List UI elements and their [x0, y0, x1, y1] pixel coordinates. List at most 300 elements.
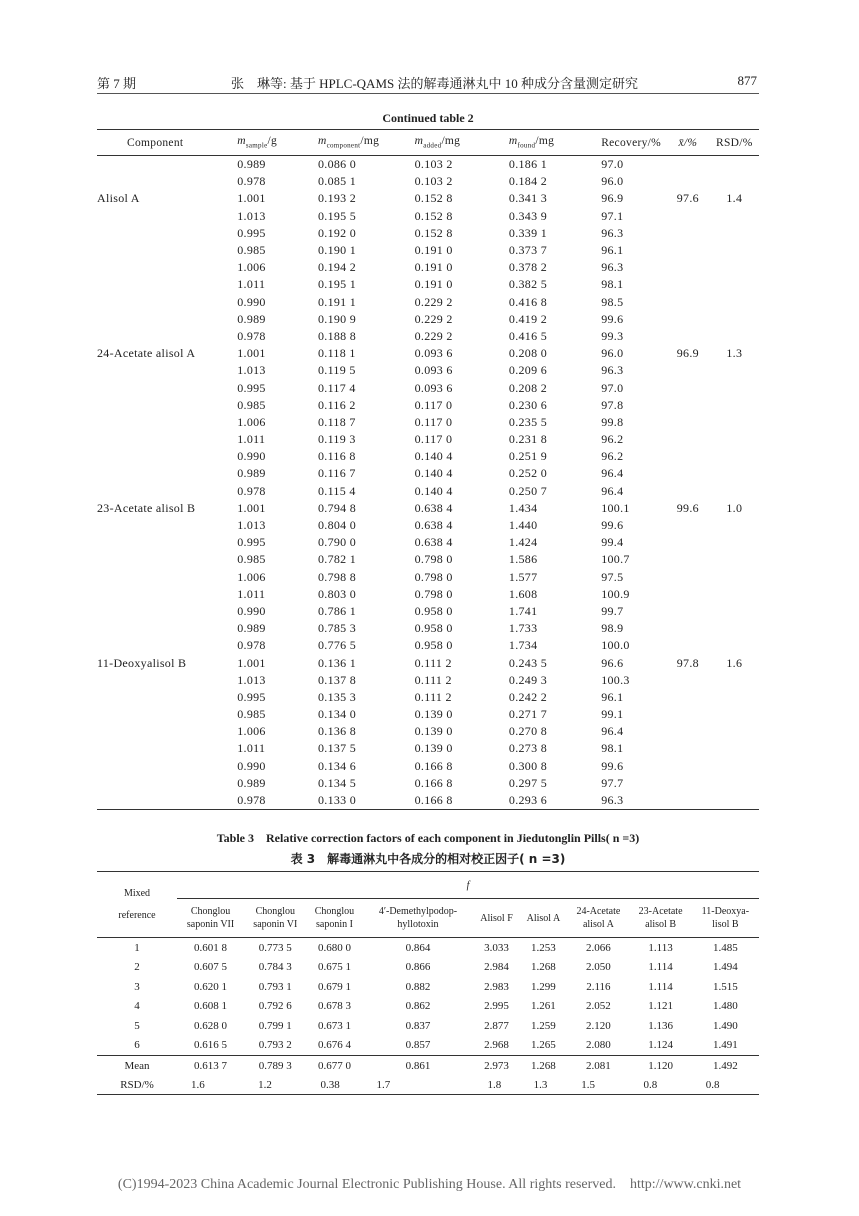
cell-m-added: 0.958 0 — [414, 621, 453, 636]
cell-m-component: 0.782 1 — [317, 552, 357, 567]
cell-m-added: 0.229 2 — [414, 311, 453, 326]
cell-rsd — [710, 156, 759, 174]
cell-mean: 1.268 — [520, 1056, 568, 1076]
cell-mean — [666, 551, 710, 568]
cell-m-added: 0.117 0 — [414, 397, 453, 412]
cell-m-found: 0.300 8 — [508, 758, 547, 773]
cell-factor: 2.984 — [484, 961, 509, 974]
cell-factor: 2.968 — [484, 1039, 509, 1052]
cell-mean — [666, 672, 710, 689]
cell-m-component: 0.086 0 — [317, 157, 357, 172]
col-m-sample: $m_{sample}/g$ — [213, 130, 302, 156]
cell-recovery: 96.3 — [601, 260, 624, 275]
cell-factor: 0.857 — [405, 1039, 431, 1052]
cell-m-found: 0.243 5 — [508, 655, 547, 670]
cell-factor: 1.268 — [531, 961, 556, 974]
cell-m-found: 0.373 7 — [508, 243, 547, 258]
table-row — [97, 775, 759, 792]
cell-mean — [666, 276, 710, 293]
cell-m-sample: 1.013 — [237, 518, 266, 533]
cell-factor: 2.050 — [586, 961, 611, 974]
cell-m-found: 0.184 2 — [508, 174, 547, 189]
cell-m-sample: 0.989 — [237, 775, 266, 790]
table-row — [97, 758, 759, 775]
cell-m-component: 0.134 5 — [317, 775, 357, 790]
cell-m-sample: 0.978 — [237, 483, 266, 498]
cell-component — [97, 517, 213, 534]
cell-m-added: 0.139 0 — [414, 707, 453, 722]
cell-m-added: 0.103 2 — [414, 174, 453, 189]
table-row — [97, 977, 759, 997]
cell-rsd: 0.8 — [629, 1075, 691, 1095]
cell-rsd — [710, 225, 759, 242]
cell-m-component: 0.118 1 — [317, 346, 356, 361]
cell-component — [97, 379, 213, 396]
table-row — [97, 672, 759, 689]
cell-m-sample: 0.978 — [237, 174, 266, 189]
cell-m-added: 0.093 6 — [414, 380, 453, 395]
cell-m-component: 0.118 7 — [317, 414, 356, 429]
column-header — [473, 899, 519, 938]
cell-component — [97, 740, 213, 757]
cell-mean: 97.8 — [676, 655, 699, 670]
cell-m-found: 0.235 5 — [508, 414, 547, 429]
cell-m-found: 0.230 6 — [508, 397, 547, 412]
cell-mean — [666, 723, 710, 740]
cell-factor: 0.862 — [405, 1000, 431, 1013]
cell-factor: 1.253 — [531, 941, 556, 954]
table-row — [97, 740, 759, 757]
cell-component — [97, 414, 213, 431]
cell-component — [97, 208, 213, 225]
cell-m-sample: 0.995 — [237, 689, 266, 704]
cell-m-component: 0.116 8 — [317, 449, 356, 464]
cell-factor: 0.773 5 — [258, 941, 292, 954]
table-row — [97, 620, 759, 637]
cell-rsd — [710, 775, 759, 792]
cell-m-found: 1.741 — [508, 603, 538, 618]
cell-m-added: 0.958 0 — [414, 603, 453, 618]
cell-mean: 2.973 — [473, 1056, 519, 1076]
col-mean: x̄/% — [666, 130, 710, 156]
cell-mean — [666, 792, 710, 810]
cell-mean: 2.081 — [567, 1056, 629, 1076]
cell-m-sample: 1.011 — [237, 741, 266, 756]
cell-factor: 1.485 — [712, 941, 738, 954]
cell-mean: 0.789 3 — [244, 1056, 306, 1076]
cell-m-found: 0.378 2 — [508, 260, 547, 275]
cell-recovery: 96.9 — [601, 191, 624, 206]
cell-mean — [666, 225, 710, 242]
cell-rsd — [710, 672, 759, 689]
cell-m-added: 0.798 0 — [414, 552, 453, 567]
cell-m-sample: 1.013 — [237, 208, 266, 223]
cell-m-component: 0.119 5 — [317, 363, 356, 378]
cell-m-component: 0.776 5 — [317, 638, 357, 653]
cell-m-added: 0.111 2 — [414, 672, 452, 687]
cell-recovery: 96.2 — [601, 432, 624, 447]
cell-factor: 0.680 0 — [317, 941, 351, 954]
table-row — [97, 500, 759, 517]
cell-m-added: 0.191 0 — [414, 243, 453, 258]
cell-mean — [666, 242, 710, 259]
cell-m-sample: 0.995 — [237, 535, 266, 550]
cell-m-sample: 0.985 — [237, 397, 266, 412]
page-number: 877 — [737, 73, 757, 88]
cell-factor: 1.121 — [648, 1000, 673, 1013]
cell-m-component: 0.785 3 — [317, 621, 357, 636]
cell-m-added: 0.638 4 — [414, 518, 453, 533]
cell-component — [97, 311, 213, 328]
cell-m-component: 0.794 8 — [317, 500, 357, 515]
copyright-footer: (C)1994-2023 China Academic Journal Electronic Publishing House. All rights reserved. http://www.cnki.net — [117, 1177, 742, 1192]
cell-mean — [666, 379, 710, 396]
cell-m-added: 0.117 0 — [414, 432, 453, 447]
cell-factor: 0.616 5 — [194, 1039, 228, 1052]
table3-body — [97, 872, 759, 1095]
cell-m-added: 0.166 8 — [414, 775, 453, 790]
cell-recovery: 96.0 — [601, 346, 624, 361]
cell-m-found: 0.186 1 — [508, 157, 547, 172]
col-m-component: $m_{component}/mg$ — [302, 130, 405, 156]
cell-m-found: 0.249 3 — [508, 672, 547, 687]
cell-rsd — [710, 620, 759, 637]
cell-mean — [666, 328, 710, 345]
cell-mean — [666, 637, 710, 654]
cell-recovery: 100.1 — [601, 500, 630, 515]
cell-recovery: 99.1 — [601, 707, 624, 722]
cell-mean — [666, 431, 710, 448]
cell-recovery: 100.0 — [601, 638, 630, 653]
cell-m-added: 0.166 8 — [405, 792, 497, 810]
cell-recovery: 99.6 — [601, 311, 624, 326]
cell-rsd: 1.2 — [244, 1075, 306, 1095]
cell-component — [97, 173, 213, 190]
cell-mean — [666, 758, 710, 775]
rsd-row — [97, 1075, 759, 1095]
table-row — [97, 1036, 759, 1056]
cell-m-found: 0.208 0 — [508, 346, 547, 361]
cell-rsd — [710, 379, 759, 396]
cell-component — [97, 723, 213, 740]
cell-m-component: 0.786 1 — [317, 603, 357, 618]
cell-factor: 1.515 — [712, 980, 738, 993]
cell-m-found: 1.733 — [508, 621, 538, 636]
cell-recovery: 99.6 — [601, 758, 624, 773]
cell-m-component: 0.116 2 — [317, 397, 356, 412]
column-header — [362, 899, 473, 938]
cell-m-sample: 1.006 — [237, 569, 266, 584]
table3-column-header-row — [97, 899, 759, 938]
cell-mean: 97.6 — [676, 191, 699, 206]
table-row — [97, 517, 759, 534]
cell-mean — [666, 689, 710, 706]
cell-factor: 0.675 1 — [317, 961, 351, 974]
cell-recovery: 96.1 — [601, 243, 624, 258]
mean-row — [97, 1056, 759, 1076]
table2 — [97, 129, 759, 810]
cell-m-sample: 1.001 — [237, 191, 266, 206]
cell-factor: 1.114 — [648, 980, 673, 993]
cell-m-component: 0.190 9 — [317, 311, 357, 326]
cell-recovery: 97.5 — [601, 569, 624, 584]
cell-recovery: 96.3 — [601, 363, 624, 378]
cell-m-component: 0.188 8 — [317, 328, 357, 343]
cell-m-sample: 0.990 — [237, 603, 266, 618]
cell-component — [97, 706, 213, 723]
cell-m-added: 0.229 2 — [414, 294, 453, 309]
cell-component — [97, 242, 213, 259]
cell-mean — [666, 448, 710, 465]
cell-m-component: 0.117 4 — [317, 380, 356, 395]
cell-mean: 0.613 7 — [177, 1056, 244, 1076]
table3 — [97, 871, 759, 1095]
table-row — [97, 551, 759, 568]
header-line: 11-Deoxya- — [701, 906, 750, 917]
cell-m-sample: 0.985 — [237, 552, 266, 567]
cell-mean — [666, 620, 710, 637]
cell-m-found: 0.297 5 — [508, 775, 547, 790]
cell-m-found: 0.231 8 — [508, 432, 547, 447]
cell-rsd — [710, 208, 759, 225]
table-row — [97, 156, 759, 174]
cell-reference: 2 — [134, 961, 140, 974]
cell-reference: 5 — [134, 1019, 140, 1032]
cell-m-component: 0.136 8 — [317, 724, 357, 739]
cell-m-sample: 1.001 — [237, 655, 266, 670]
cell-m-component: 0.192 0 — [317, 225, 357, 240]
cell-recovery: 96.1 — [601, 689, 624, 704]
cell-factor: 2.120 — [586, 1019, 611, 1032]
header-line: saponin VI — [253, 919, 298, 930]
cell-m-added: 0.798 0 — [414, 586, 453, 601]
cell-factor: 0.793 1 — [258, 980, 292, 993]
cell-factor: 0.837 — [405, 1019, 431, 1032]
cell-component: Alisol A — [97, 191, 140, 206]
cell-factor: 0.620 1 — [194, 980, 228, 993]
cell-reference: 3 — [134, 980, 140, 993]
table-row — [97, 723, 759, 740]
cell-component — [97, 259, 213, 276]
cell-recovery: 96.3 — [601, 225, 624, 240]
cell-factor: 0.799 1 — [258, 1019, 292, 1032]
cell-m-found: 0.270 8 — [508, 724, 547, 739]
cell-mean — [666, 534, 710, 551]
column-header — [567, 899, 629, 938]
cell-factor: 0.601 8 — [194, 941, 228, 954]
cell-factor: 0.678 3 — [317, 1000, 351, 1013]
cell-component: 23-Acetate alisol B — [97, 500, 196, 515]
cell-m-component: 0.136 1 — [317, 655, 357, 670]
col-recovery: Recovery/% — [581, 130, 666, 156]
cell-m-added: 0.139 0 — [414, 724, 453, 739]
cell-recovery: 98.5 — [601, 294, 624, 309]
cell-m-sample: 0.978 — [213, 792, 302, 810]
cell-m-found: 0.273 8 — [508, 741, 547, 756]
cell-mean — [666, 259, 710, 276]
cell-mean: 0.677 0 — [306, 1056, 362, 1076]
cell-rsd — [710, 758, 759, 775]
cell-factor: 0.679 1 — [317, 980, 351, 993]
cell-m-sample: 1.001 — [237, 346, 266, 361]
cell-rsd: 0.38 — [306, 1075, 362, 1095]
cell-m-found: 1.424 — [508, 535, 538, 550]
cell-component — [97, 328, 213, 345]
cell-mean — [666, 465, 710, 482]
cell-m-component: 0.804 0 — [317, 518, 357, 533]
cell-reference: 6 — [134, 1039, 140, 1052]
table-row — [97, 958, 759, 978]
cell-factor: 0.793 2 — [258, 1039, 292, 1052]
cell-m-component: 0.193 2 — [317, 191, 357, 206]
cell-m-added: 0.140 4 — [414, 466, 453, 481]
cell-recovery: 96.4 — [601, 724, 624, 739]
cell-m-added: 0.111 2 — [414, 689, 452, 704]
table-row — [97, 311, 759, 328]
cell-rsd — [710, 689, 759, 706]
cell-rsd — [710, 706, 759, 723]
cell-m-found: 0.339 1 — [508, 225, 547, 240]
cell-rsd — [710, 483, 759, 500]
cell-recovery: 98.1 — [601, 277, 624, 292]
cell-m-sample: 1.006 — [237, 414, 266, 429]
cell-m-found: 0.242 2 — [508, 689, 547, 704]
cell-rsd — [710, 259, 759, 276]
cell-m-added: 0.152 8 — [414, 208, 453, 223]
cell-component — [97, 431, 213, 448]
cell-factor: 0.673 1 — [317, 1019, 351, 1032]
cell-m-component: 0.115 4 — [317, 483, 356, 498]
cell-rsd — [710, 242, 759, 259]
table-row — [97, 190, 759, 207]
table2-body — [97, 156, 759, 810]
header-line: reference — [118, 909, 156, 921]
table-row — [97, 637, 759, 654]
cell-factor: 0.882 — [405, 980, 431, 993]
cell-rsd — [710, 603, 759, 620]
cell-factor: 0.608 1 — [194, 1000, 228, 1013]
cell-reference: 1 — [134, 941, 140, 954]
cell-recovery: 99.8 — [601, 414, 624, 429]
column-header — [692, 899, 759, 938]
cell-m-found: 0.382 5 — [508, 277, 547, 292]
cell-recovery: 96.6 — [601, 655, 624, 670]
cell-factor: 1.265 — [531, 1039, 556, 1052]
cell-m-found: 0.252 0 — [508, 466, 547, 481]
cell-component — [97, 603, 213, 620]
cell-reference: 4 — [134, 1000, 140, 1013]
table-row — [97, 173, 759, 190]
cell-component — [97, 156, 213, 174]
cell-m-sample: 0.989 — [237, 466, 266, 481]
cell-rsd: 1.4 — [726, 191, 743, 206]
cell-m-sample: 0.989 — [237, 311, 266, 326]
cell-factor: 2.983 — [484, 980, 509, 993]
cell-m-component: 0.137 5 — [317, 741, 357, 756]
cell-m-sample: 0.990 — [237, 449, 266, 464]
table-row — [97, 431, 759, 448]
table-row — [97, 448, 759, 465]
cell-recovery: 99.6 — [601, 518, 624, 533]
col-mixed-reference — [97, 872, 177, 938]
cell-recovery: 96.2 — [601, 449, 624, 464]
cell-m-found: 1.577 — [508, 569, 538, 584]
cell-m-added: 0.958 0 — [414, 638, 453, 653]
cell-mean — [666, 414, 710, 431]
cell-m-sample: 1.001 — [237, 500, 266, 515]
table-row — [97, 1016, 759, 1036]
cell-mean — [666, 706, 710, 723]
header-line: Chonglou — [255, 906, 296, 917]
cell-mean — [666, 775, 710, 792]
cell-factor: 0.628 0 — [194, 1019, 228, 1032]
cell-component — [97, 483, 213, 500]
table-row — [97, 706, 759, 723]
cell-m-component: 0.195 1 — [317, 277, 357, 292]
cell-mean: 96.9 — [676, 346, 699, 361]
table2-caption: Continued table 2 — [382, 111, 474, 125]
cell-m-added: 0.140 4 — [414, 449, 453, 464]
cell-component — [97, 620, 213, 637]
table3-caption-en: Table 3 Relative correction factors of each component in Jiedutonglin Pills( n =3) — [216, 831, 640, 845]
cell-recovery: 97.0 — [601, 380, 624, 395]
cell-mean — [666, 208, 710, 225]
cell-component — [97, 465, 213, 482]
cell-rsd — [710, 294, 759, 311]
f-label: f — [177, 872, 759, 899]
cell-rsd: 1.3 — [726, 346, 743, 361]
cell-factor: 3.033 — [484, 941, 509, 954]
table-row — [97, 465, 759, 482]
cell-rsd: 1.8 — [473, 1075, 519, 1095]
col-m-found: $m_{found}/mg$ — [497, 130, 581, 156]
cell-m-found: 0.293 6 — [497, 792, 581, 810]
cell-m-sample: 1.006 — [237, 260, 266, 275]
running-title: 张 琳等: 基于 HPLC-QAMS 法的解毒通淋丸中 10 种成分含量测定研究 — [231, 76, 638, 91]
cell-rsd — [710, 465, 759, 482]
cell-m-component: 0.116 7 — [317, 466, 356, 481]
cell-mean — [666, 173, 710, 190]
cell-rsd — [710, 569, 759, 586]
cell-m-component: 0.134 6 — [317, 758, 357, 773]
header-line: Chonglou — [314, 906, 355, 917]
cell-mean: 0.861 — [362, 1056, 473, 1076]
cell-component — [97, 362, 213, 379]
table2-header-row — [97, 130, 759, 156]
table-row — [97, 603, 759, 620]
cell-factor: 1.124 — [648, 1039, 673, 1052]
cell-m-component: 0.194 2 — [317, 260, 357, 275]
cell-component — [97, 569, 213, 586]
cell-m-component: 0.191 1 — [317, 294, 357, 309]
cell-rsd — [710, 551, 759, 568]
cell-m-added: 0.111 2 — [414, 655, 452, 670]
cell-m-component: 0.134 0 — [317, 707, 357, 722]
cell-m-found: 1.434 — [508, 500, 538, 515]
cell-recovery: 99.4 — [601, 535, 624, 550]
header-line: Alisol F — [480, 912, 513, 924]
cell-component — [97, 225, 213, 242]
cell-component — [97, 534, 213, 551]
cell-m-found: 0.341 3 — [508, 191, 547, 206]
cell-factor: 1.480 — [712, 1000, 738, 1013]
cell-m-found: 1.586 — [508, 552, 538, 567]
cell-rsd — [710, 740, 759, 757]
cell-factor: 2.995 — [484, 1000, 509, 1013]
cell-mean — [666, 397, 710, 414]
column-header — [306, 899, 362, 938]
cell-m-component: 0.135 3 — [317, 689, 357, 704]
